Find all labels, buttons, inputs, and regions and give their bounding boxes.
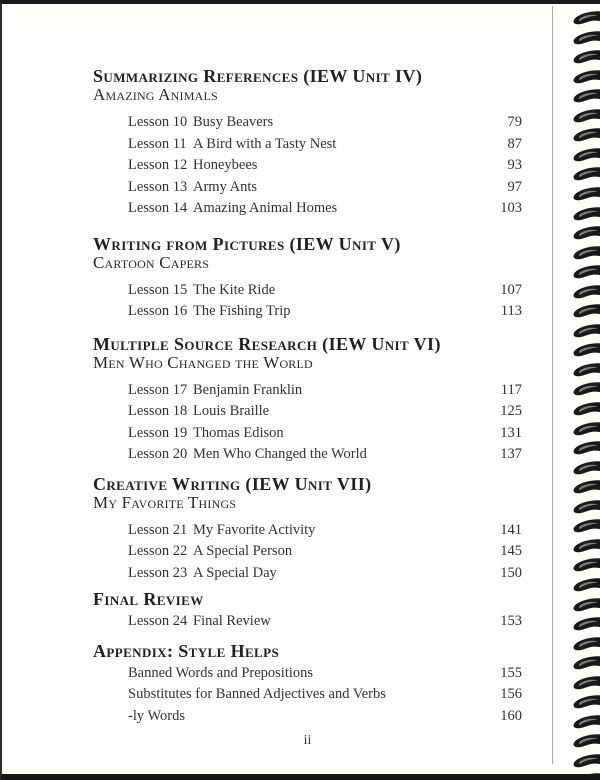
entry-title: Thomas Edison [193, 424, 284, 441]
toc-section [93, 590, 522, 633]
entry-title: Army Ants [193, 178, 258, 195]
toc-section [93, 335, 522, 466]
toc-entry-row [128, 684, 522, 706]
lesson-label: Lesson 19 [128, 424, 188, 441]
binding-coil-icon [571, 676, 600, 690]
toc-entry-row [128, 301, 522, 323]
binding-coil-icon [571, 617, 600, 631]
entry-page-number: 103 [500, 200, 522, 216]
toc-entry-row [128, 112, 522, 134]
binding-coil-icon [571, 422, 600, 436]
section-heading: Summarizing References (IEW Unit IV) [93, 66, 423, 86]
toc-section [93, 642, 522, 728]
binding-coil-icon [571, 715, 600, 729]
entry-page-number: 97 [507, 178, 522, 195]
entry-page-number: 156 [500, 686, 522, 702]
entry-title: Busy Beavers [193, 114, 274, 130]
binding-coil-icon [571, 324, 600, 338]
toc-entry-row [128, 423, 522, 445]
section-entries [128, 663, 522, 728]
entry-title: A Special Day [193, 564, 277, 581]
toc-entry-row [128, 611, 522, 633]
lesson-label: Lesson 10 [128, 114, 188, 130]
toc-entry-row [128, 155, 522, 177]
toc-entry-row [128, 134, 522, 156]
binding-coil-icon [571, 558, 600, 572]
binding-coil-icon [571, 31, 600, 45]
lesson-label: Lesson 17 [128, 381, 188, 398]
section-entries [128, 611, 522, 633]
toc-section [93, 475, 522, 585]
binding-coil-icon [571, 109, 600, 123]
binding-coil-icon [571, 382, 600, 396]
lesson-label: Lesson 24 [128, 613, 188, 629]
spiral-binding [554, 4, 600, 780]
binding-coil-icon [571, 226, 600, 240]
entry-title: The Kite Ride [193, 281, 276, 298]
entry-page-number: 141 [500, 521, 522, 538]
binding-coil-icon [571, 207, 600, 221]
toc-entry-row [128, 280, 522, 302]
lesson-label: Lesson 14 [128, 200, 188, 216]
binding-coil-icon [571, 480, 600, 494]
binding-coil-icon [571, 695, 600, 709]
section-heading: Creative Writing (IEW Unit VII) [93, 473, 372, 494]
toc-entry-row [128, 663, 522, 685]
toc-entry-row [128, 401, 522, 423]
entry-page-number: 137 [500, 446, 522, 462]
toc-entry-row [128, 444, 522, 466]
binding-coil-icon [571, 773, 600, 780]
entry-page-number: 113 [500, 303, 522, 319]
entry-page-number: 117 [500, 381, 522, 398]
binding-coil-icon [571, 11, 600, 25]
toc-entry-row [128, 177, 522, 199]
toc-section [93, 67, 522, 220]
binding-coil-icon [571, 246, 600, 260]
page-number: ii [303, 733, 312, 748]
binding-coil-icon [571, 363, 600, 377]
entry-title: Final Review [193, 613, 271, 629]
section-heading: Appendix: Style Helps [93, 640, 280, 661]
entry-title: Amazing Animal Homes [193, 200, 338, 216]
toc-section [93, 235, 522, 323]
lesson-label: Lesson 18 [128, 403, 188, 419]
page-edge-line [552, 6, 553, 764]
toc-entry-row [128, 541, 522, 563]
lesson-label: Lesson 11 [128, 135, 187, 152]
entry-title: Substitutes for Banned Adjectives and Verbs [128, 686, 386, 702]
lesson-label: Lesson 16 [128, 303, 188, 319]
section-subheading: My Favorite Things [93, 492, 237, 512]
lesson-label: Lesson 12 [128, 157, 188, 173]
entry-page-number: 125 [500, 403, 522, 419]
toc-entry-row [128, 706, 522, 728]
entry-title: Banned Words and Prepositions [128, 664, 314, 681]
entry-title: A Special Person [193, 543, 293, 559]
toc-entry-row [128, 380, 522, 402]
binding-coil-icon [571, 539, 600, 553]
binding-coil-icon [571, 734, 600, 748]
binding-coil-icon [571, 285, 600, 299]
binding-coil-icon [571, 50, 600, 64]
binding-coil-icon [571, 304, 600, 318]
entry-page-number: 93 [507, 157, 522, 173]
entry-page-number: 160 [500, 707, 522, 724]
binding-coil-icon [571, 578, 600, 592]
toc-content [93, 4, 522, 749]
entry-title: A Bird with a Tasty Nest [193, 135, 337, 152]
section-subheading: Cartoon Capers [93, 252, 210, 272]
binding-coil-icon [571, 656, 600, 670]
section-entries [128, 520, 522, 585]
binding-coil-icon [571, 148, 600, 162]
toc-entry-row [128, 520, 522, 542]
binding-coil-icon [571, 167, 600, 181]
lesson-label: Lesson 23 [128, 564, 188, 581]
entry-page-number: 131 [500, 424, 522, 441]
section-heading: Multiple Source Research (IEW Unit VI) [93, 333, 441, 354]
section-entries [128, 280, 522, 323]
binding-coil-icon [571, 519, 600, 533]
binding-coil-icon [571, 461, 600, 475]
binding-coil-icon [571, 500, 600, 514]
entry-page-number: 145 [500, 543, 522, 559]
section-subheading: Amazing Animals [93, 85, 218, 104]
entry-title: Benjamin Franklin [193, 381, 303, 398]
toc-sections [93, 67, 522, 727]
entry-page-number: 79 [507, 114, 522, 130]
entry-title: Honeybees [193, 157, 258, 173]
lesson-label: Lesson 20 [128, 446, 188, 462]
section-heading: Writing from Pictures (IEW Unit V) [93, 233, 401, 254]
entry-title: The Fishing Trip [193, 303, 291, 319]
entry-title: -ly Words [128, 707, 185, 724]
entry-title: Men Who Changed the World [193, 446, 367, 462]
binding-coil-icon [571, 70, 600, 84]
section-heading: Final Review [93, 589, 204, 609]
section-subheading: Men Who Changed the World [93, 352, 313, 372]
lesson-label: Lesson 13 [128, 178, 188, 195]
entry-page-number: 155 [500, 664, 522, 681]
section-entries [128, 112, 522, 220]
entry-page-number: 150 [500, 564, 522, 581]
lesson-label: Lesson 15 [128, 281, 188, 298]
binding-coil-icon [571, 128, 600, 142]
entry-title: My Favorite Activity [193, 521, 316, 538]
binding-coil-icon [571, 754, 600, 768]
binding-coil-icon [571, 441, 600, 455]
binding-coil-icon [571, 402, 600, 416]
entry-page-number: 107 [500, 281, 522, 298]
binding-coil-icon [571, 187, 600, 201]
lesson-label: Lesson 22 [128, 543, 188, 559]
binding-coil-icon [571, 265, 600, 279]
entry-page-number: 153 [500, 613, 522, 629]
binding-coil-icon [571, 598, 600, 612]
section-entries [128, 380, 522, 466]
toc-entry-row [128, 563, 522, 585]
entry-title: Louis Braille [193, 403, 270, 419]
binding-coil-icon [571, 637, 600, 651]
entry-page-number: 87 [507, 135, 522, 152]
lesson-label: Lesson 21 [128, 521, 188, 538]
toc-entry-row [128, 198, 522, 220]
binding-coil-icon [571, 89, 600, 103]
binding-coil-icon [571, 343, 600, 357]
